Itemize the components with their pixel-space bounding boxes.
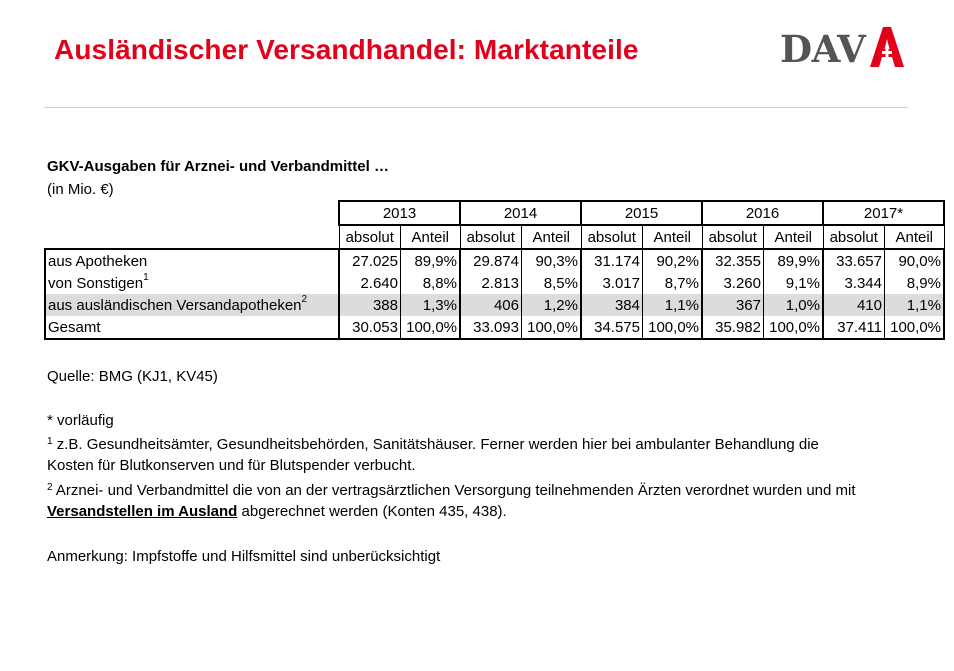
year-header: 2016: [702, 201, 823, 225]
cell-absolute: 31.174: [581, 249, 643, 272]
cell-share: 90,0%: [885, 249, 945, 272]
cell-absolute: 2.813: [460, 272, 522, 294]
cell-share: 90,2%: [643, 249, 703, 272]
logo-text: DAV: [780, 27, 866, 71]
cell-absolute: 33.657: [823, 249, 885, 272]
subheader-share: Anteil: [401, 225, 461, 249]
row-label: [45, 316, 339, 339]
table-caption: GKV-Ausgaben für Arznei- und Verbandmittel …: [47, 158, 389, 175]
cell-absolute: 35.982: [702, 316, 764, 339]
footnote-marker: 2: [47, 482, 53, 493]
subheader-absolute: absolut: [460, 225, 522, 249]
cell-share: 8,7%: [643, 272, 703, 294]
cell-absolute: 32.355: [702, 249, 764, 272]
subheader-share: Anteil: [643, 225, 703, 249]
year-header: 2014: [460, 201, 581, 225]
subheader-absolute: absolut: [823, 225, 885, 249]
subheader-share: Anteil: [522, 225, 582, 249]
row-label-text: aus Apotheken: [48, 252, 148, 270]
footnote-1: [47, 434, 927, 476]
cell-share: 1,1%: [885, 294, 945, 316]
cell-share: 8,8%: [401, 272, 461, 294]
cell-absolute: 30.053: [339, 316, 401, 339]
footnote-marker: 1: [47, 436, 53, 447]
year-header: 2015: [581, 201, 702, 225]
row-label: [45, 249, 339, 272]
row-label-text: von Sonstigen: [48, 274, 144, 292]
cell-absolute: 27.025: [339, 249, 401, 272]
cell-share: 1,3%: [401, 294, 461, 316]
cell-absolute: 3.344: [823, 272, 885, 294]
expenditure-table: [44, 200, 945, 340]
cell-absolute: 34.575: [581, 316, 643, 339]
cell-absolute: 29.874: [460, 249, 522, 272]
cell-absolute: 388: [339, 294, 401, 316]
cell-share: 9,1%: [764, 272, 824, 294]
cell-absolute: 367: [702, 294, 764, 316]
subheader-share: Anteil: [764, 225, 824, 249]
table-body: [45, 249, 944, 339]
header-divider: [44, 107, 908, 108]
cell-absolute: 3.260: [702, 272, 764, 294]
subheader-absolute: absolut: [339, 225, 401, 249]
versandstellen-link[interactable]: Versandstellen im Ausland: [47, 503, 238, 520]
subheader-absolute: absolut: [702, 225, 764, 249]
table-unit: (in Mio. €): [47, 181, 114, 198]
cell-share: 100,0%: [522, 316, 582, 339]
cell-share: 100,0%: [885, 316, 945, 339]
footnote-1-text: z.B. Gesundheitsämter, Gesundheitsbehörden, Sanitätshäuser. Ferner werden hier bei ambulanter Behandlung die: [52, 436, 819, 453]
cell-absolute: 406: [460, 294, 522, 316]
apotheke-a-icon: [866, 25, 908, 69]
cell-share: 90,3%: [522, 249, 582, 272]
row-label: [45, 294, 339, 316]
cell-share: 100,0%: [764, 316, 824, 339]
footnote-2-text-cont: abgerechnet werden (Konten 435, 438).: [237, 503, 507, 520]
source-note: Quelle: BMG (KJ1, KV45): [47, 368, 218, 385]
subheader-row: [45, 225, 944, 249]
cell-absolute: 3.017: [581, 272, 643, 294]
footnote-marker: 1: [143, 271, 149, 283]
cell-share: 89,9%: [764, 249, 824, 272]
table-row: [45, 294, 944, 316]
cell-share: 100,0%: [643, 316, 703, 339]
row-label-text: Gesamt: [48, 318, 101, 336]
cell-share: 100,0%: [401, 316, 461, 339]
subheader-share: Anteil: [885, 225, 945, 249]
table-row: [45, 249, 944, 272]
remark-note: Anmerkung: Impfstoffe und Hilfsmittel sind unberücksichtigt: [47, 548, 441, 565]
cell-absolute: 37.411: [823, 316, 885, 339]
cell-share: 1,0%: [764, 294, 824, 316]
cell-share: 8,9%: [885, 272, 945, 294]
table-row: [45, 316, 944, 339]
cell-absolute: 410: [823, 294, 885, 316]
subheader-absolute: absolut: [581, 225, 643, 249]
cell-share: 89,9%: [401, 249, 461, 272]
cell-absolute: 2.640: [339, 272, 401, 294]
page-title: Ausländischer Versandhandel: Marktanteile: [54, 34, 639, 65]
cell-absolute: 384: [581, 294, 643, 316]
dav-logo: [780, 25, 910, 71]
row-label-text: aus ausländischen Versandapotheken: [48, 296, 302, 314]
footnote-2: [47, 480, 927, 522]
footnote-marker: 2: [301, 293, 308, 305]
cell-share: 8,5%: [522, 272, 582, 294]
cell-share: 1,2%: [522, 294, 582, 316]
preliminary-note: * vorläufig: [47, 412, 114, 429]
year-header-row: [45, 201, 944, 225]
footnote-2-text: Arznei- und Verbandmittel die von an der vertragsärztlichen Versorgung teilnehmenden Ärzten verordnet wurden und mit: [52, 482, 856, 499]
year-header: 2017*: [823, 201, 944, 225]
table-row: [45, 272, 944, 294]
year-header: 2013: [339, 201, 460, 225]
cell-share: 1,1%: [643, 294, 703, 316]
row-label: [45, 272, 339, 294]
cell-absolute: 33.093: [460, 316, 522, 339]
footnote-1-text-cont: Kosten für Blutkonserven und für Blutspender verbucht.: [47, 457, 416, 474]
